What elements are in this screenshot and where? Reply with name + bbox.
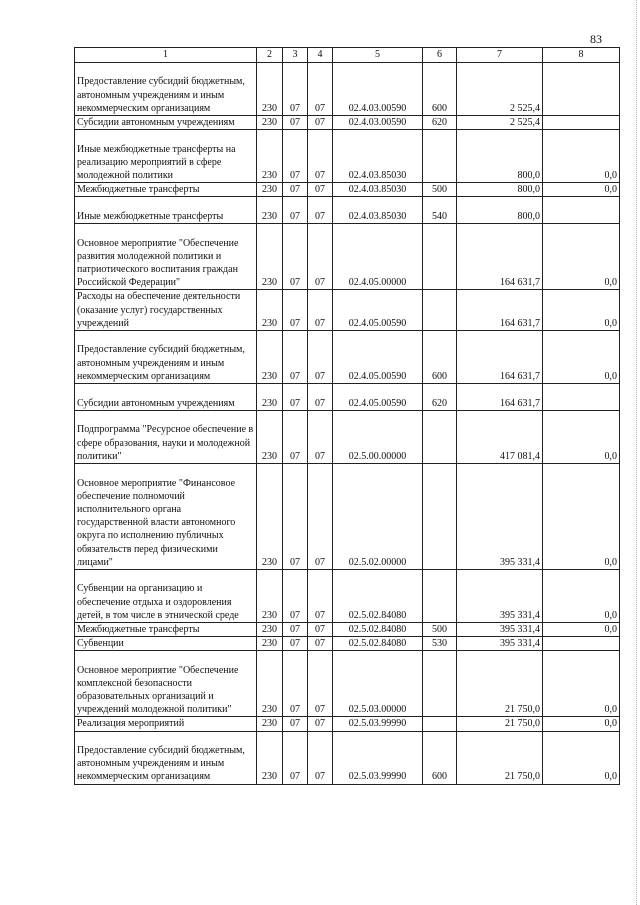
row-amount2-cell: [543, 116, 620, 130]
row-name-cell: Основное мероприятие "Обеспечение комплексной безопасности образовательных организаций и учреждений молодежной политики": [75, 651, 257, 717]
row-amount2-cell: 0,0: [543, 183, 620, 197]
scan-edge-line: [635, 0, 637, 905]
row-amount-cell: 164 631,7: [457, 224, 543, 290]
row-subsection-cell: 07: [308, 384, 333, 411]
row-amount2-cell: 0,0: [543, 623, 620, 637]
row-name-cell: Межбюджетные трансферты: [75, 183, 257, 197]
row-gr-code-cell: 230: [257, 623, 283, 637]
row-expense-type-cell: [423, 130, 457, 183]
row-gr-code-cell: 230: [257, 637, 283, 651]
row-amount2-cell: 0,0: [543, 290, 620, 331]
row-target-article-cell: 02.5.02.00000: [333, 464, 423, 570]
row-expense-type-cell: 600: [423, 731, 457, 784]
row-section-cell: 07: [283, 731, 308, 784]
row-expense-type-cell: 600: [423, 331, 457, 384]
row-gr-code-cell: 230: [257, 651, 283, 717]
row-section-cell: 07: [283, 197, 308, 224]
header-cell: 6: [423, 48, 457, 63]
row-subsection-cell: 07: [308, 197, 333, 224]
row-name-cell: Субсидии автономным учреждениям: [75, 384, 257, 411]
row-expense-type-cell: [423, 290, 457, 331]
row-amount-cell: 800,0: [457, 197, 543, 224]
row-section-cell: 07: [283, 224, 308, 290]
row-target-article-cell: 02.4.05.00590: [333, 331, 423, 384]
row-subsection-cell: 07: [308, 717, 333, 731]
row-subsection-cell: 07: [308, 331, 333, 384]
row-name-cell: Реализация мероприятий: [75, 717, 257, 731]
row-target-article-cell: 02.4.05.00590: [333, 290, 423, 331]
row-gr-code-cell: 230: [257, 224, 283, 290]
header-cell: 5: [333, 48, 423, 63]
row-section-cell: 07: [283, 183, 308, 197]
table-body: [75, 63, 620, 785]
row-subsection-cell: 07: [308, 411, 333, 464]
row-section-cell: 07: [283, 637, 308, 651]
row-target-article-cell: 02.5.03.99990: [333, 731, 423, 784]
row-target-article-cell: 02.4.03.00590: [333, 63, 423, 116]
row-section-cell: 07: [283, 290, 308, 331]
row-amount2-cell: [543, 384, 620, 411]
row-subsection-cell: 07: [308, 116, 333, 130]
table-row: [75, 570, 620, 623]
row-section-cell: 07: [283, 130, 308, 183]
row-amount-cell: 21 750,0: [457, 717, 543, 731]
header-row: [75, 48, 620, 63]
row-target-article-cell: 02.4.03.85030: [333, 197, 423, 224]
row-subsection-cell: 07: [308, 464, 333, 570]
row-gr-code-cell: 230: [257, 130, 283, 183]
row-subsection-cell: 07: [308, 290, 333, 331]
row-name-cell: Основное мероприятие "Обеспечение развития молодежной политики и патриотического воспитания граждан Российской Федерации": [75, 224, 257, 290]
row-amount-cell: 800,0: [457, 183, 543, 197]
row-expense-type-cell: 530: [423, 637, 457, 651]
row-subsection-cell: 07: [308, 570, 333, 623]
row-name-cell: Подпрограмма "Ресурсное обеспечение в сфере образования, науки и молодежной политики": [75, 411, 257, 464]
row-section-cell: 07: [283, 651, 308, 717]
row-expense-type-cell: [423, 464, 457, 570]
budget-table: [74, 47, 620, 785]
header-cell: 2: [257, 48, 283, 63]
row-expense-type-cell: 600: [423, 63, 457, 116]
header-cell: 4: [308, 48, 333, 63]
row-expense-type-cell: 540: [423, 197, 457, 224]
row-gr-code-cell: 230: [257, 290, 283, 331]
table-row: [75, 331, 620, 384]
row-amount2-cell: 0,0: [543, 411, 620, 464]
row-amount-cell: 2 525,4: [457, 63, 543, 116]
row-expense-type-cell: [423, 411, 457, 464]
table-row: [75, 63, 620, 116]
row-subsection-cell: 07: [308, 623, 333, 637]
row-amount-cell: 2 525,4: [457, 116, 543, 130]
row-amount2-cell: 0,0: [543, 331, 620, 384]
row-section-cell: 07: [283, 623, 308, 637]
row-gr-code-cell: 230: [257, 331, 283, 384]
row-name-cell: Субвенции: [75, 637, 257, 651]
row-target-article-cell: 02.5.02.84080: [333, 623, 423, 637]
row-gr-code-cell: 230: [257, 183, 283, 197]
row-expense-type-cell: 620: [423, 116, 457, 130]
row-target-article-cell: 02.4.03.00590: [333, 116, 423, 130]
table-row: [75, 224, 620, 290]
table-row: [75, 637, 620, 651]
row-name-cell: Межбюджетные трансферты: [75, 623, 257, 637]
row-name-cell: Иные межбюджетные трансферты: [75, 197, 257, 224]
row-target-article-cell: 02.5.02.84080: [333, 570, 423, 623]
row-amount2-cell: 0,0: [543, 651, 620, 717]
table-row: [75, 411, 620, 464]
row-expense-type-cell: [423, 570, 457, 623]
row-gr-code-cell: 230: [257, 464, 283, 570]
row-target-article-cell: 02.5.03.00000: [333, 651, 423, 717]
row-target-article-cell: 02.4.05.00590: [333, 384, 423, 411]
row-amount-cell: 417 081,4: [457, 411, 543, 464]
row-amount-cell: 395 331,4: [457, 464, 543, 570]
header-cell: 8: [543, 48, 620, 63]
table-row: [75, 116, 620, 130]
row-amount-cell: 21 750,0: [457, 651, 543, 717]
row-gr-code-cell: 230: [257, 384, 283, 411]
row-gr-code-cell: 230: [257, 197, 283, 224]
row-section-cell: 07: [283, 717, 308, 731]
row-expense-type-cell: [423, 717, 457, 731]
row-target-article-cell: 02.5.00.00000: [333, 411, 423, 464]
table-row: [75, 731, 620, 784]
table-row: [75, 290, 620, 331]
row-amount-cell: 164 631,7: [457, 290, 543, 331]
row-expense-type-cell: 500: [423, 183, 457, 197]
header-cell: 7: [457, 48, 543, 63]
row-name-cell: Субсидии автономным учреждениям: [75, 116, 257, 130]
row-name-cell: Предоставление субсидий бюджетным, автономным учреждениям и иным некоммерческим организациям: [75, 63, 257, 116]
row-target-article-cell: 02.4.03.85030: [333, 130, 423, 183]
row-amount2-cell: [543, 637, 620, 651]
row-section-cell: 07: [283, 411, 308, 464]
table-row: [75, 651, 620, 717]
row-target-article-cell: 02.5.02.84080: [333, 637, 423, 651]
header-cell: 1: [75, 48, 257, 63]
row-amount2-cell: 0,0: [543, 570, 620, 623]
row-section-cell: 07: [283, 384, 308, 411]
row-amount-cell: 21 750,0: [457, 731, 543, 784]
row-subsection-cell: 07: [308, 637, 333, 651]
row-name-cell: Иные межбюджетные трансферты на реализацию мероприятий в сфере молодежной политики: [75, 130, 257, 183]
table-row: [75, 197, 620, 224]
row-amount2-cell: 0,0: [543, 717, 620, 731]
row-gr-code-cell: 230: [257, 717, 283, 731]
row-name-cell: Предоставление субсидий бюджетным, автономным учреждениям и иным некоммерческим организациям: [75, 731, 257, 784]
row-amount2-cell: [543, 63, 620, 116]
row-amount-cell: 164 631,7: [457, 331, 543, 384]
row-target-article-cell: 02.5.03.99990: [333, 717, 423, 731]
row-amount2-cell: [543, 197, 620, 224]
table-row: [75, 384, 620, 411]
row-name-cell: Предоставление субсидий бюджетным, автономным учреждениям и иным некоммерческим организациям: [75, 331, 257, 384]
row-amount-cell: 800,0: [457, 130, 543, 183]
row-name-cell: Расходы на обеспечение деятельности (оказание услуг) государственных учреждений: [75, 290, 257, 331]
page-number: 83: [590, 32, 602, 46]
row-amount-cell: 395 331,4: [457, 637, 543, 651]
row-subsection-cell: 07: [308, 224, 333, 290]
row-subsection-cell: 07: [308, 183, 333, 197]
row-name-cell: Субвенции на организацию и обеспечение отдыха и оздоровления детей, в том числе в этнической среде: [75, 570, 257, 623]
row-gr-code-cell: 230: [257, 570, 283, 623]
row-expense-type-cell: [423, 224, 457, 290]
row-subsection-cell: 07: [308, 651, 333, 717]
table-row: [75, 464, 620, 570]
row-section-cell: 07: [283, 464, 308, 570]
row-section-cell: 07: [283, 116, 308, 130]
header-cell: 3: [283, 48, 308, 63]
row-subsection-cell: 07: [308, 130, 333, 183]
row-expense-type-cell: [423, 651, 457, 717]
row-amount2-cell: 0,0: [543, 224, 620, 290]
table-row: [75, 623, 620, 637]
row-amount-cell: 395 331,4: [457, 570, 543, 623]
row-target-article-cell: 02.4.05.00000: [333, 224, 423, 290]
row-expense-type-cell: 500: [423, 623, 457, 637]
table-row: [75, 183, 620, 197]
row-gr-code-cell: 230: [257, 63, 283, 116]
row-section-cell: 07: [283, 331, 308, 384]
row-amount2-cell: 0,0: [543, 731, 620, 784]
row-gr-code-cell: 230: [257, 116, 283, 130]
table-row: [75, 717, 620, 731]
table-row: [75, 130, 620, 183]
row-target-article-cell: 02.4.03.85030: [333, 183, 423, 197]
row-gr-code-cell: 230: [257, 411, 283, 464]
row-name-cell: Основное мероприятие "Финансовое обеспечение полномочий исполнительного органа государственной власти автономного округа по исполнению публичных обязательств перед физическими лицами": [75, 464, 257, 570]
row-expense-type-cell: 620: [423, 384, 457, 411]
row-amount-cell: 164 631,7: [457, 384, 543, 411]
row-section-cell: 07: [283, 63, 308, 116]
row-amount2-cell: 0,0: [543, 130, 620, 183]
row-amount-cell: 395 331,4: [457, 623, 543, 637]
row-subsection-cell: 07: [308, 63, 333, 116]
row-amount2-cell: 0,0: [543, 464, 620, 570]
row-subsection-cell: 07: [308, 731, 333, 784]
row-gr-code-cell: 230: [257, 731, 283, 784]
row-section-cell: 07: [283, 570, 308, 623]
